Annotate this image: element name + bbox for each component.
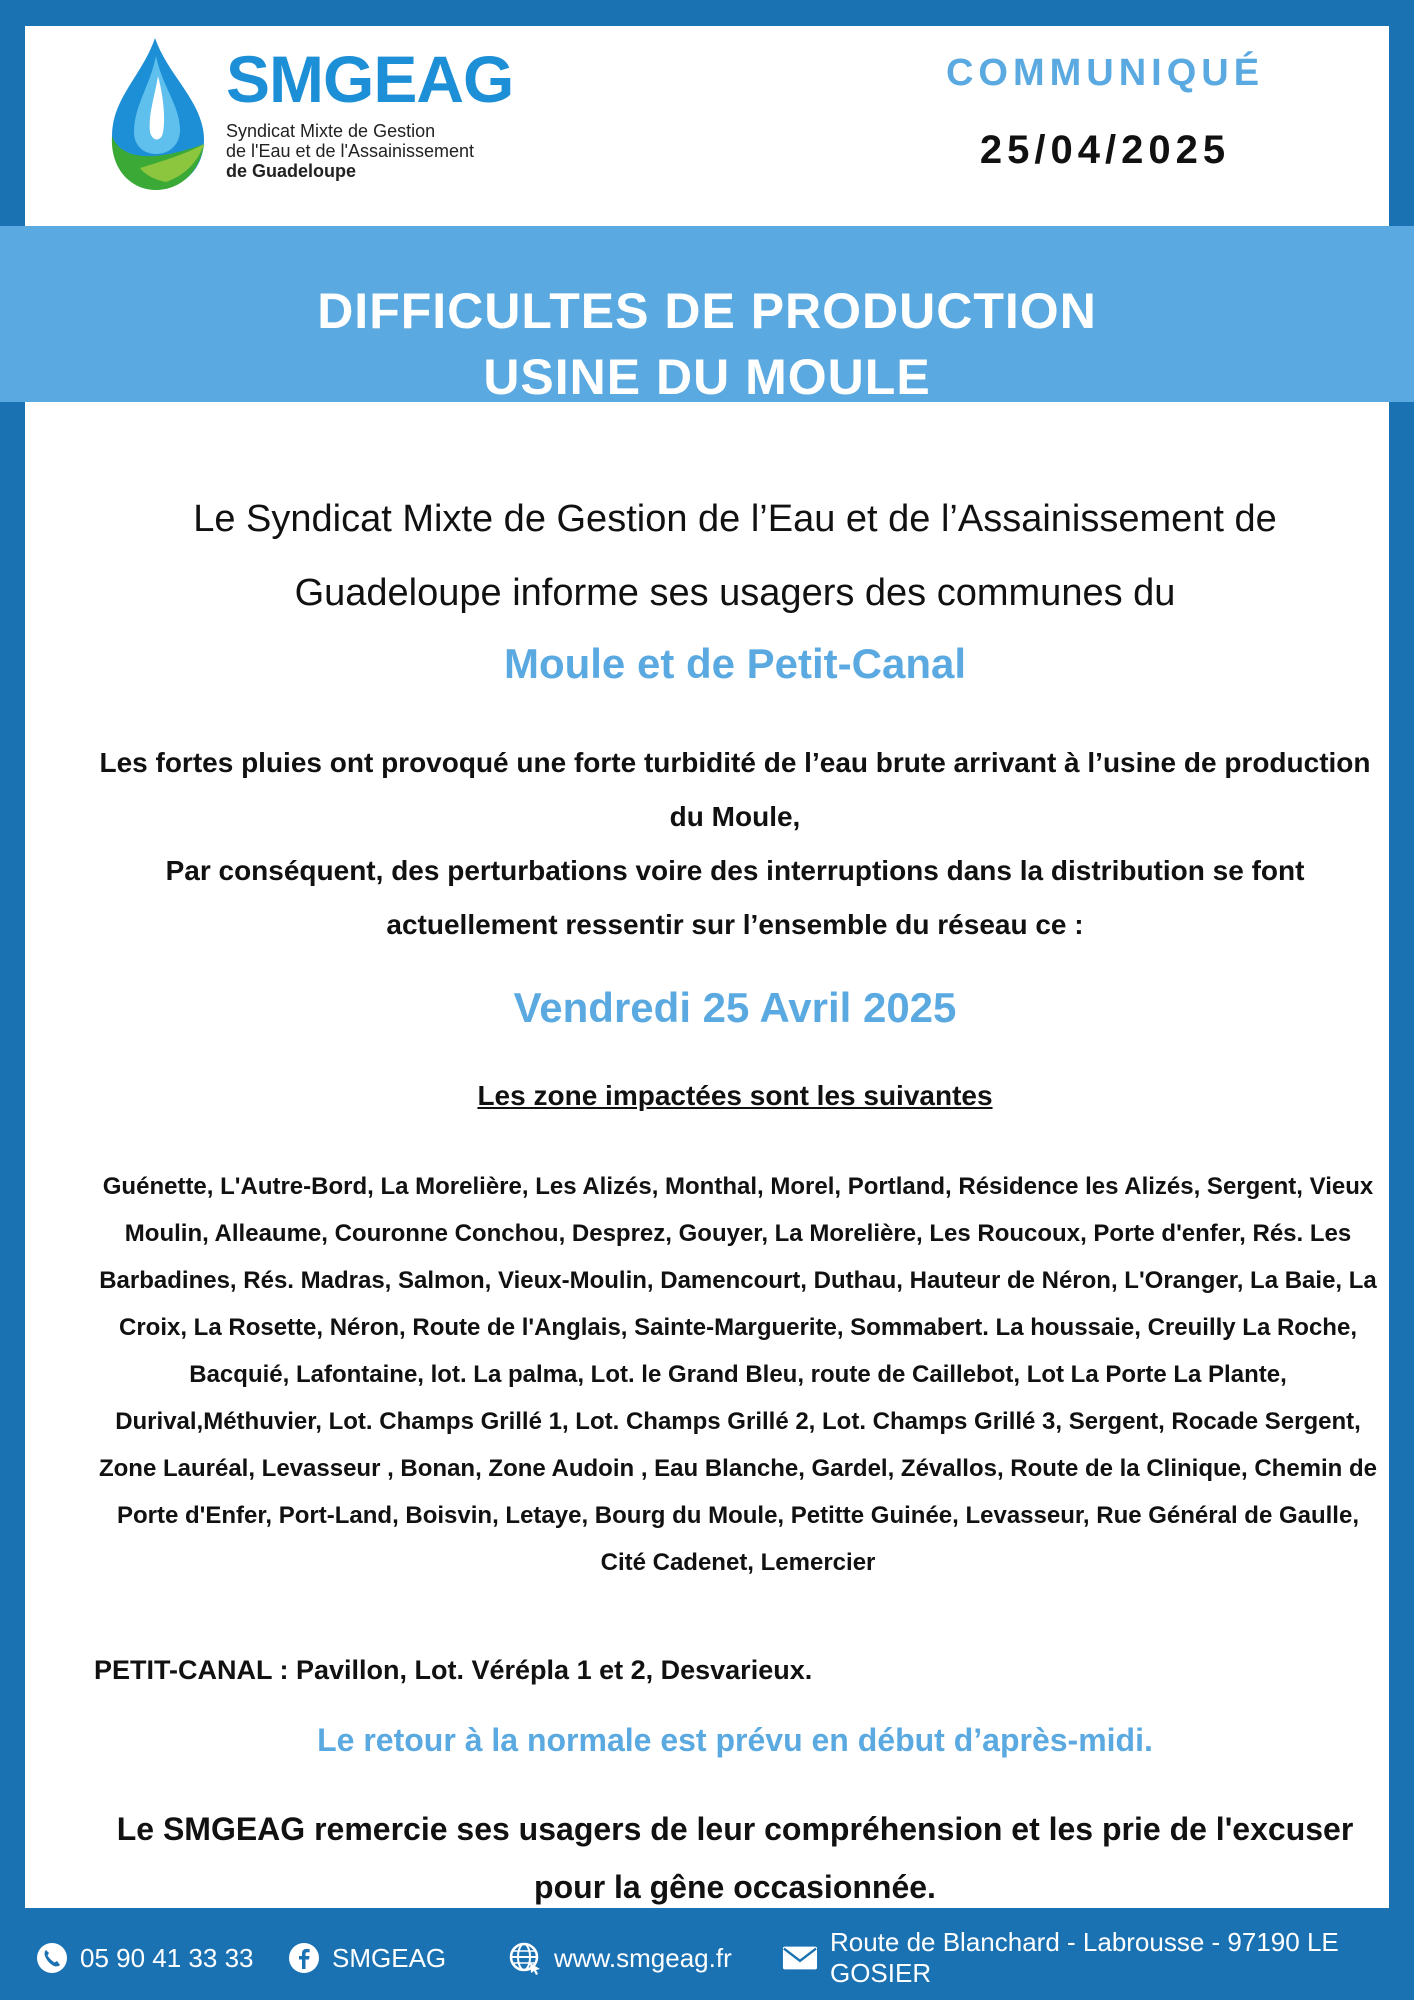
footer-phone-text: 05 90 41 33 33 bbox=[80, 1942, 254, 1973]
communique-date: 25/04/2025 bbox=[979, 128, 1231, 172]
communes-heading: Moule et de Petit-Canal bbox=[503, 640, 967, 687]
brand-subtitle bbox=[226, 121, 526, 181]
brand-subtitle-line-3: de Guadeloupe bbox=[226, 161, 357, 181]
footer-facebook[interactable] bbox=[288, 1938, 446, 1978]
facebook-icon bbox=[288, 1942, 320, 1974]
date-heading: Vendredi 25 Avril 2025 bbox=[513, 984, 957, 1031]
petit-canal-zones: PETIT-CANAL : Pavillon, Lot. Vérépla 1 et 2, Desvarieux. bbox=[94, 1655, 813, 1685]
footer-phone[interactable] bbox=[36, 1938, 254, 1978]
zones-list: Guénette, L'Autre-Bord, La Morelière, Les Alizés, Monthal, Morel, Portland, Résidence les Alizés, Sergent, Vieux Moulin, Alleaume, Couronne Conchou, Desprez, Gouyer, La Morelière, Les Roucoux, Porte d'enfer, Rés. Les Barbadines, Rés. Madras, Salmon, Vieux-Moulin, Damencourt, Duthau, Hauteur de Néron, L'Oranger, La Baie, La Croix, La Rosette, Néron, Route de l'Anglais, Sainte-Marguerite, Sommabert. La houssaie, Creuilly La Roche, Bacquié, Lafontaine, lot. La palma, Lot. le Grand Bleu, route de Caillebot, Lot La Porte La Plante, Durival,Méthuvier, Lot. Champs Grillé 1, Lot. Champs Grillé 2, Lot. Champs Grillé 3, Sergent, Rocade Sergent, Zone Lauréal, Levasseur , Bonan, Zone Audoin , Eau Blanche, Gardel, Zévallos, Route de la Clinique, Chemin de Porte d'Enfer, Port-Land, Boisvin, Letaye, Bourg du Moule, Petitte Guinée, Levasseur, Rue Général de Gaulle, Cité Cadenet, Lemercier bbox=[98, 1173, 1378, 1576]
brand-subtitle-line-1: Syndicat Mixte de Gestion bbox=[226, 121, 436, 141]
banner-line-1: DIFFICULTES DE PRODUCTION bbox=[317, 283, 1097, 339]
footer-address-text: Route de Blanchard - Labrousse - 97190 LE GOSIER bbox=[829, 1927, 1339, 1988]
thanks-text: Le SMGEAG remercie ses usagers de leur compréhension et les prie de l'excuser pour la gêne occasionnée. bbox=[116, 1811, 1354, 1905]
footer-facebook-text: SMGEAG bbox=[332, 1942, 447, 1973]
footer-website-text: www.smgeag.fr bbox=[554, 1942, 732, 1973]
intro-text: Le Syndicat Mixte de Gestion de l’Eau et de l’Assainissement de Guadeloupe informe ses usagers des communes du bbox=[193, 498, 1277, 614]
paragraph-2: Par conséquent, des perturbations voire des interruptions dans la distribution se font actuellement ressentir sur l’ensemble du réseau ce : bbox=[165, 855, 1305, 940]
brand-subtitle-line-2: de l'Eau et de l'Assainissement bbox=[226, 141, 475, 161]
communique-label: COMMUNIQUÉ bbox=[945, 52, 1265, 94]
title-banner bbox=[0, 226, 1414, 405]
zones-title: Les zone impactées sont les suivantes bbox=[477, 1080, 993, 1111]
body-paragraph bbox=[95, 736, 1375, 952]
brand-name: SMGEAG bbox=[226, 42, 514, 116]
paragraph-1: Les fortes pluies ont provoqué une forte turbidité de l’eau brute arrivant à l’usine de production du Moule, bbox=[99, 747, 1371, 832]
footer-address bbox=[782, 1927, 1414, 1988]
mail-icon bbox=[782, 1944, 818, 1972]
footer-website[interactable] bbox=[508, 1938, 732, 1978]
water-drop-logo bbox=[100, 36, 210, 196]
banner-line-2: USINE DU MOULE bbox=[483, 349, 931, 405]
return-to-normal: Le retour à la normale est prévu en début d’après-midi. bbox=[317, 1722, 1153, 1758]
phone-icon bbox=[36, 1942, 68, 1974]
globe-icon bbox=[508, 1941, 542, 1975]
